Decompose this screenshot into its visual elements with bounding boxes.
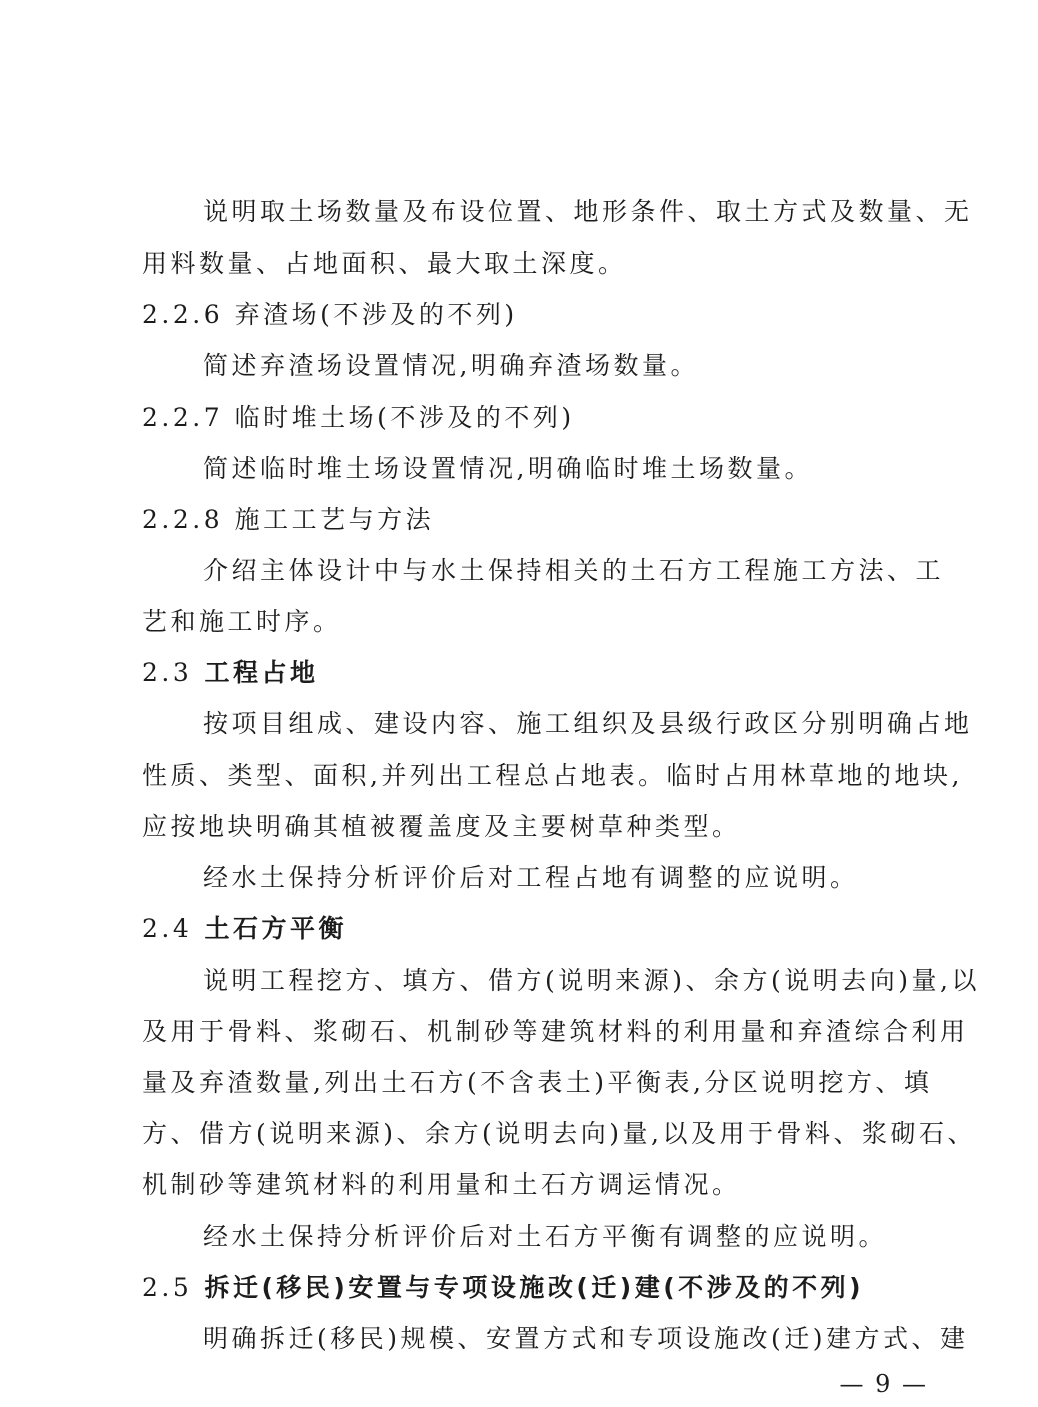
section-title: 弃渣场(不涉及的不列) bbox=[234, 300, 518, 329]
body-text-line: 说明取土场数量及布设位置、地形条件、取土方式及数量、无 bbox=[203, 197, 973, 226]
body-text-line: 艺和施工时序。 bbox=[142, 607, 342, 636]
subsection-heading-2-2-7 bbox=[142, 402, 575, 434]
body-text-line: 经水土保持分析评价后对土石方平衡有调整的应说明。 bbox=[203, 1222, 888, 1251]
section-title: 土石方平衡 bbox=[204, 914, 347, 943]
body-text-line: 机制砂等建筑材料的利用量和土石方调运情况。 bbox=[142, 1170, 741, 1199]
subsection-heading-2-2-6 bbox=[142, 299, 518, 331]
body-text-line: 及用于骨料、浆砌石、机制砂等建筑材料的利用量和弃渣综合利用 bbox=[142, 1017, 969, 1046]
body-text-line: 用料数量、占地面积、最大取土深度。 bbox=[142, 249, 627, 278]
body-text-line: 经水土保持分析评价后对工程占地有调整的应说明。 bbox=[203, 863, 859, 892]
body-text-line: 应按地块明确其植被覆盖度及主要树草种类型。 bbox=[142, 812, 741, 841]
section-title: 临时堆土场(不涉及的不列) bbox=[234, 403, 575, 432]
section-number: 2.4 bbox=[142, 914, 193, 943]
section-number: 2.2.7 bbox=[142, 403, 224, 432]
body-text-line: 简述临时堆土场设置情况,明确临时堆土场数量。 bbox=[203, 454, 813, 483]
section-heading-2-3 bbox=[142, 657, 319, 689]
section-number: 2.5 bbox=[142, 1273, 193, 1302]
body-text-line: 介绍主体设计中与水土保持相关的土石方工程施工方法、工 bbox=[203, 556, 945, 585]
body-text-line: 说明工程挖方、填方、借方(说明来源)、余方(说明去向)量,以 bbox=[203, 966, 980, 995]
page-footer bbox=[0, 1370, 1038, 1398]
body-text-line: 量及弃渣数量,列出土石方(不含表土)平衡表,分区说明挖方、填 bbox=[142, 1068, 933, 1097]
body-text-line: 性质、类型、面积,并列出工程总占地表。临时占用林草地的地块, bbox=[142, 761, 963, 790]
body-text-line: 简述弃渣场设置情况,明确弃渣场数量。 bbox=[203, 351, 699, 380]
page-number: — 9 — bbox=[839, 1370, 928, 1398]
section-number: 2.2.8 bbox=[142, 505, 224, 534]
body-text-line: 按项目组成、建设内容、施工组织及县级行政区分别明确占地 bbox=[203, 709, 973, 738]
body-text-line: 方、借方(说明来源)、余方(说明去向)量,以及用于骨料、浆砌石、 bbox=[142, 1119, 976, 1148]
section-heading-2-5 bbox=[142, 1272, 864, 1304]
section-title: 施工工艺与方法 bbox=[234, 505, 435, 534]
section-number: 2.3 bbox=[142, 658, 193, 687]
section-title: 拆迁(移民)安置与专项设施改(迁)建(不涉及的不列) bbox=[204, 1273, 865, 1302]
section-title: 工程占地 bbox=[204, 658, 319, 687]
subsection-heading-2-2-8 bbox=[142, 504, 434, 536]
body-text-line: 明确拆迁(移民)规模、安置方式和专项设施改(迁)建方式、建 bbox=[203, 1324, 969, 1353]
section-heading-2-4 bbox=[142, 913, 347, 945]
section-number: 2.2.6 bbox=[142, 300, 224, 329]
